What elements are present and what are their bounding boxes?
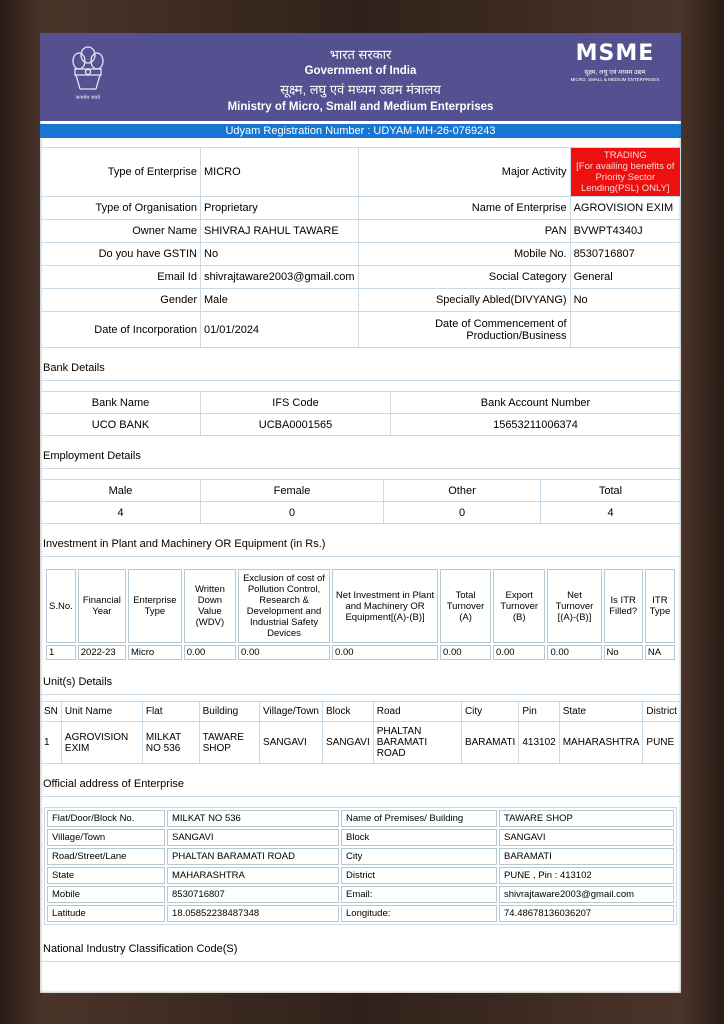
label: Flat/Door/Block No.: [47, 810, 165, 827]
value: MILKAT NO 536: [167, 810, 339, 827]
value: TAWARE SHOP: [499, 810, 674, 827]
header-row: [41, 392, 681, 414]
label: Email Id: [41, 266, 201, 289]
employment-table: [40, 479, 681, 524]
value: PUNE , Pin : 413102: [499, 867, 674, 884]
label: Type of Enterprise: [41, 148, 201, 197]
header-row: [46, 569, 675, 643]
value: 8530716807: [167, 886, 339, 903]
column-header: Exclusion of cost of Pollution Control, Research & Development and Industrial Safety Devices: [238, 569, 330, 643]
column-header: District: [643, 702, 681, 722]
label: Date of Incorporation: [41, 312, 201, 348]
cell: 1: [41, 722, 62, 764]
enterprise-info-table: [40, 147, 681, 348]
total-count: 4: [541, 502, 681, 524]
table-row: [47, 810, 674, 827]
column-header: Export Turnover (B): [493, 569, 545, 643]
column-header: Block: [323, 702, 374, 722]
table-row: [41, 502, 681, 524]
msme-logo-hindi: सूक्ष्म, लघु एवं मध्यम उद्यम: [584, 69, 646, 76]
nic-heading: National Industry Classification Code(S): [40, 925, 681, 962]
value: shivrajtaware2003@gmail.com: [499, 886, 674, 903]
table-row: [47, 829, 674, 846]
column-header: State: [559, 702, 643, 722]
female-count: 0: [201, 502, 384, 524]
ifsc-code: UCBA0001565: [201, 414, 391, 436]
column-header: Bank Account Number: [391, 392, 681, 414]
gstin-value: No: [201, 243, 359, 266]
social-category-value: General: [570, 266, 680, 289]
cell: 1: [46, 645, 76, 660]
cell: 0.00: [238, 645, 330, 660]
psl-note: [For availing benefits of Priority Sector Lending(PSL) ONLY]: [576, 161, 675, 194]
investment-heading: Investment in Plant and Machinery OR Equipment (in Rs.): [40, 524, 681, 557]
hindi-title: भारत सरकार: [329, 47, 392, 62]
table-row: [41, 414, 681, 436]
registration-number: Udyam Registration Number : UDYAM-MH-26-0769243: [40, 124, 681, 138]
cell: MILKAT NO 536: [142, 722, 199, 764]
table-row: [47, 848, 674, 865]
bank-name: UCO BANK: [41, 414, 201, 436]
value: 18.05852238487348: [167, 905, 339, 922]
male-count: 4: [41, 502, 201, 524]
cell: PUNE: [643, 722, 681, 764]
label: City: [341, 848, 497, 865]
column-header: Total: [541, 480, 681, 502]
column-header: Enterprise Type: [128, 569, 182, 643]
header-row: [41, 480, 681, 502]
column-header: Financial Year: [78, 569, 126, 643]
commencement-date-value: [570, 312, 680, 348]
label: Village/Town: [47, 829, 165, 846]
investment-table: [44, 567, 677, 662]
bank-details-table: [40, 391, 681, 436]
info-row: [41, 197, 681, 220]
column-header: Building: [199, 702, 259, 722]
cell: 413102: [519, 722, 559, 764]
organisation-value: Proprietary: [201, 197, 359, 220]
column-header: Pin: [519, 702, 559, 722]
cell: PHALTAN BARAMATI ROAD: [373, 722, 461, 764]
column-header: Unit Name: [61, 702, 142, 722]
column-header: Road: [373, 702, 461, 722]
cell: MAHARASHTRA: [559, 722, 643, 764]
email-value: shivrajtaware2003@gmail.com: [201, 266, 359, 289]
major-activity-text: TRADING: [603, 150, 647, 161]
ministry-title: Ministry of Micro, Small and Medium Enterprises: [227, 101, 494, 113]
cell: 2022-23: [78, 645, 126, 660]
label: Mobile: [47, 886, 165, 903]
units-table: [40, 701, 681, 764]
label: Social Category: [358, 266, 570, 289]
cell: SANGAVI: [323, 722, 374, 764]
label: Owner Name: [41, 220, 201, 243]
msme-logo-english: MICRO, SMALL & MEDIUM ENTERPRISES: [570, 77, 660, 82]
label: PAN: [358, 220, 570, 243]
label: Name of Premises/ Building: [341, 810, 497, 827]
cell: 0.00: [332, 645, 438, 660]
label: Gender: [41, 289, 201, 312]
column-header: Flat: [142, 702, 199, 722]
msme-logo: [565, 43, 665, 82]
header-banner: [40, 33, 681, 121]
mobile-value: 8530716807: [570, 243, 680, 266]
cell: No: [604, 645, 643, 660]
column-header: Bank Name: [41, 392, 201, 414]
pan-value: BVWPT4340J: [570, 220, 680, 243]
cell: Micro: [128, 645, 182, 660]
government-title: Government of India: [304, 65, 417, 77]
account-number: 15653211006374: [391, 414, 681, 436]
type-of-enterprise-value: MICRO: [201, 148, 359, 197]
info-row: [41, 312, 681, 348]
official-address-heading: Official address of Enterprise: [40, 764, 681, 797]
incorporation-date-value: 01/01/2024: [201, 312, 359, 348]
column-header: Female: [201, 480, 384, 502]
info-row: [41, 243, 681, 266]
label: Name of Enterprise: [358, 197, 570, 220]
cell: TAWARE SHOP: [199, 722, 259, 764]
gender-value: Male: [201, 289, 359, 312]
column-header: Village/Town: [260, 702, 323, 722]
divyang-value: No: [570, 289, 680, 312]
column-header: ITR Type: [645, 569, 675, 643]
label: Block: [341, 829, 497, 846]
table-row: [47, 886, 674, 903]
column-header: Net Investment in Plant and Machinery OR Equipment[(A)-(B)]: [332, 569, 438, 643]
official-address-table: [44, 807, 677, 925]
svg-text:सत्यमेव जयते: सत्यमेव जयते: [75, 95, 101, 101]
column-header: Other: [384, 480, 541, 502]
label: Road/Street/Lane: [47, 848, 165, 865]
hindi-ministry: सूक्ष्म, लघु एवं मध्यम उद्यम मंत्रालय: [280, 82, 441, 97]
table-row: [46, 645, 675, 660]
column-header: Is ITR Filled?: [604, 569, 643, 643]
cell: 0.00: [440, 645, 491, 660]
cell: 0.00: [184, 645, 236, 660]
table-row: [41, 722, 681, 764]
cell: AGROVISION EXIM: [61, 722, 142, 764]
label: Type of Organisation: [41, 197, 201, 220]
table-row: [47, 867, 674, 884]
label: Specially Abled(DIVYANG): [358, 289, 570, 312]
cell: 0.00: [493, 645, 545, 660]
udyam-certificate: [40, 33, 681, 993]
label: Major Activity: [358, 148, 570, 197]
value: PHALTAN BARAMATI ROAD: [167, 848, 339, 865]
label: State: [47, 867, 165, 884]
employment-details-heading: Employment Details: [40, 436, 681, 469]
table-row: [47, 905, 674, 922]
cell: BARAMATI: [461, 722, 518, 764]
label: District: [341, 867, 497, 884]
value: BARAMATI: [499, 848, 674, 865]
value: SANGAVI: [167, 829, 339, 846]
info-row: [41, 148, 681, 197]
label: Longitude:: [341, 905, 497, 922]
label: Date of Commencement of Production/Business: [358, 312, 570, 348]
owner-name-value: SHIVRAJ RAHUL TAWARE: [201, 220, 359, 243]
major-activity-value: [570, 148, 680, 197]
column-header: Total Turnover (A): [440, 569, 491, 643]
info-row: [41, 289, 681, 312]
value: MAHARASHTRA: [167, 867, 339, 884]
column-header: IFS Code: [201, 392, 391, 414]
info-row: [41, 266, 681, 289]
value: 74.48678136036207: [499, 905, 674, 922]
cell: 0.00: [547, 645, 601, 660]
label: Mobile No.: [358, 243, 570, 266]
column-header: S.No.: [46, 569, 76, 643]
header-row: [41, 702, 681, 722]
info-row: [41, 220, 681, 243]
cell: SANGAVI: [260, 722, 323, 764]
column-header: SN: [41, 702, 62, 722]
column-header: Male: [41, 480, 201, 502]
cell: NA: [645, 645, 675, 660]
value: SANGAVI: [499, 829, 674, 846]
label: Latitude: [47, 905, 165, 922]
column-header: Net Turnover [(A)-(B)]: [547, 569, 601, 643]
label: Do you have GSTIN: [41, 243, 201, 266]
column-header: Written Down Value (WDV): [184, 569, 236, 643]
label: Email:: [341, 886, 497, 903]
units-heading: Unit(s) Details: [40, 662, 681, 695]
bank-details-heading: Bank Details: [40, 348, 681, 381]
enterprise-name-value: AGROVISION EXIM: [570, 197, 680, 220]
other-count: 0: [384, 502, 541, 524]
msme-logo-text: MSME: [575, 41, 655, 66]
column-header: City: [461, 702, 518, 722]
